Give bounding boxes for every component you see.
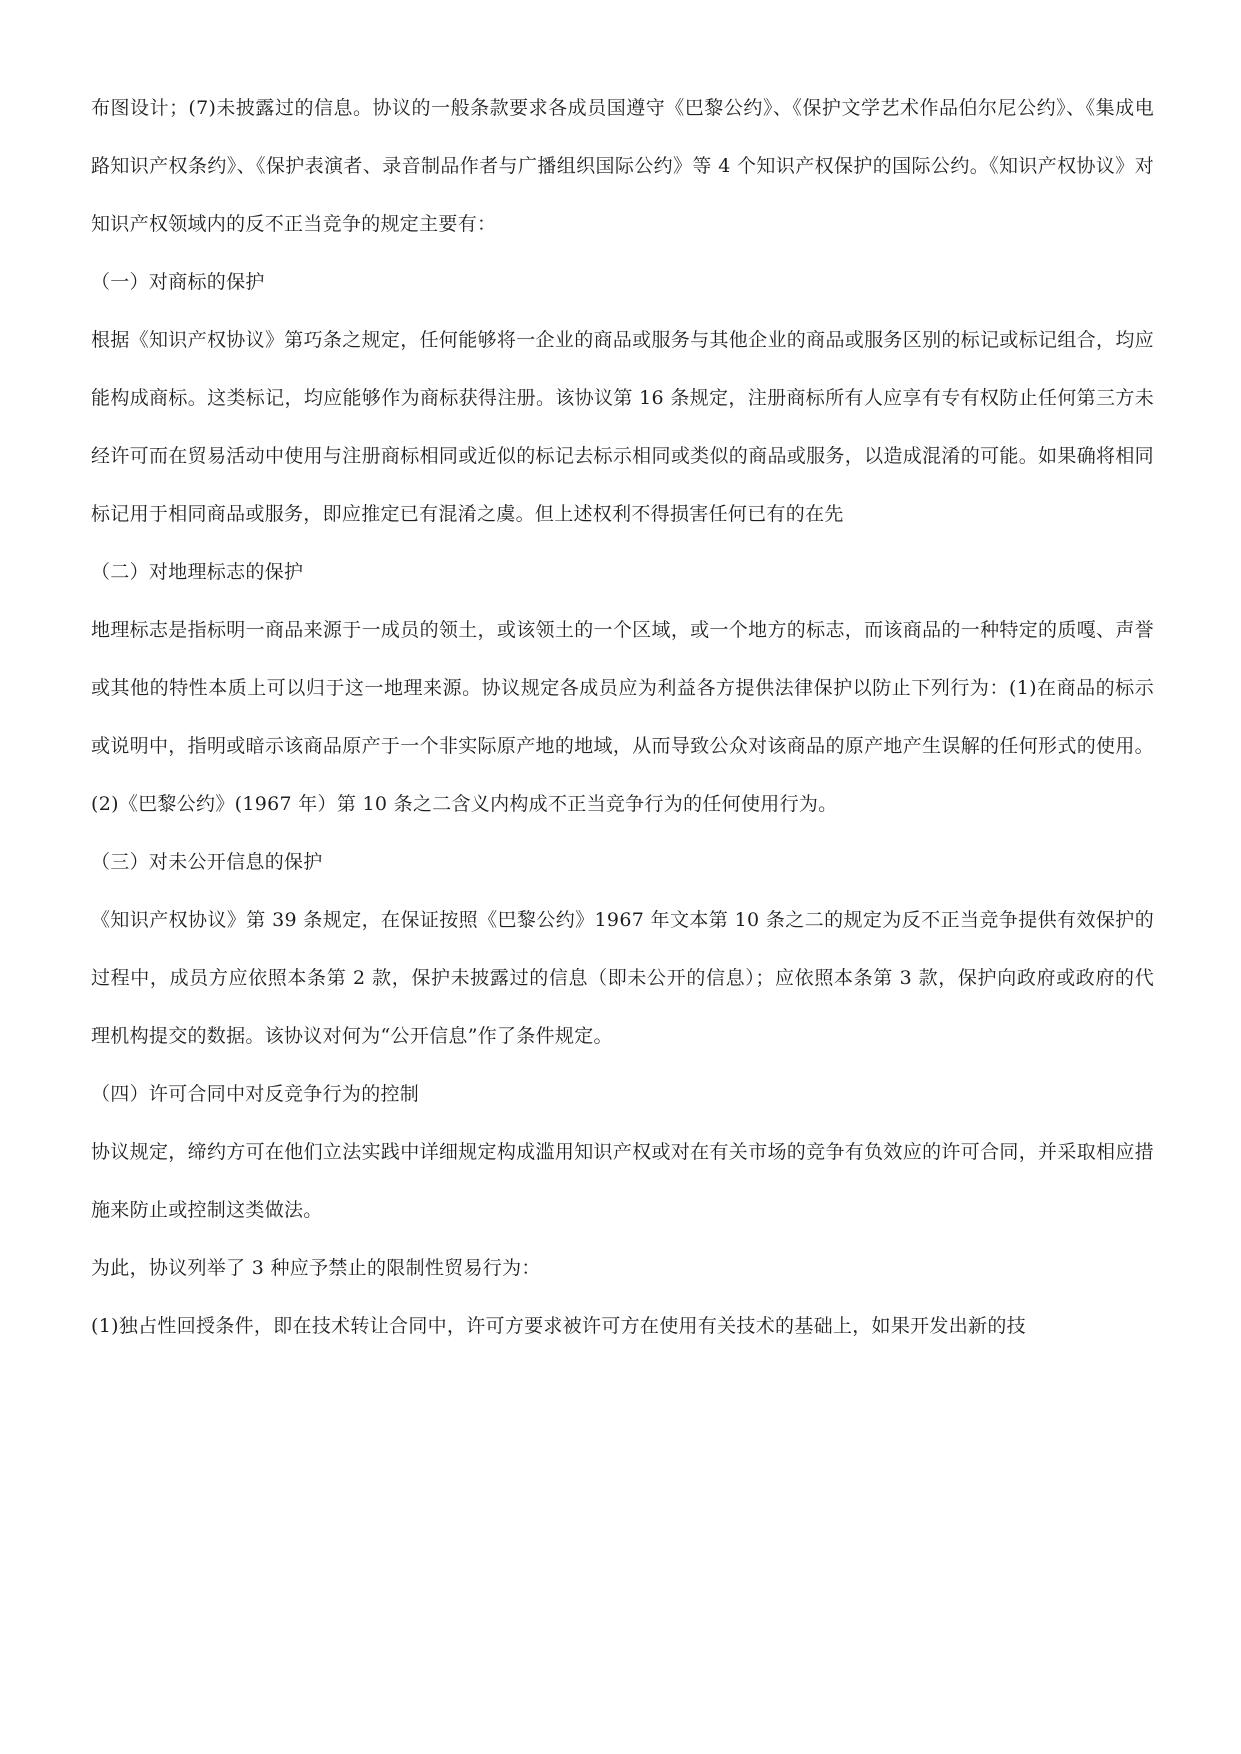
paragraph-undisclosed-information: 《知识产权协议》第 39 条规定，在保证按照《巴黎公约》1967 年文本第 10 条之二的规定为反不正当竞争提供有效保护的过程中，成员方应依照本条第 2 款，保护未披露过的信息（即未公开的信息）；应依照本条第 3 款，保护向政府或政府的代理机构提交的数据。该协议对何为“公开信息”作了条件规定。 (91, 909, 1154, 1047)
paragraph-license-contracts: 协议规定，缔约方可在他们立法实践中详细规定构成滥用知识产权或对在有关市场的竞争有负效应的许可合同，并采取相应措施来防止或控制这类做法。 (91, 1141, 1154, 1221)
section-heading-undisclosed-information: （三）对未公开信息的保护 (91, 851, 323, 873)
paragraph-geographical-indication: 地理标志是指标明一商品来源于一成员的领土，或该领土的一个区域，或一个地方的标志，而该商品的一种特定的质嘎、声誉或其他的特性本质上可以归于这一地理来源。协议规定各成员应为利益各方提供法律保护以防止下列行为：(1)在商品的标示或说明中，指明或暗示该商品原产于一个非实际原产地的地域，从而导致公众对该商品的原产地产生误解的任何形式的使用。(2)《巴黎公约》(1967 年）第 10 条之二含义内构成不正当竞争行为的任何使用行为。 (91, 619, 1154, 815)
paragraph-trademark: 根据《知识产权协议》第巧条之规定，任何能够将一企业的商品或服务与其他企业的商品或服务区别的标记或标记组合，均应能构成商标。这类标记，均应能够作为商标获得注册。该协议第 16 条规定，注册商标所有人应享有专有权防止任何第三方未经许可而在贸易活动中使用与注册商标相同或近似的标记去标示相同或类似的商品或服务，以造成混淆的可能。如果确将相同标记用于相同商品或服务，即应推定已有混淆之虞。但上述权利不得损害任何已有的在先 (91, 329, 1154, 525)
paragraph-restrictive-practices-intro: 为此，协议列举了 3 种应予禁止的限制性贸易行为： (91, 1257, 541, 1279)
paragraph-grant-back-condition: (1)独占性回授条件，即在技术转让合同中，许可方要求被许可方在使用有关技术的基础上，如果开发出新的技 (91, 1315, 1026, 1337)
section-heading-trademark: （一）对商标的保护 (91, 271, 265, 293)
section-heading-geographical-indication: （二）对地理标志的保护 (91, 561, 304, 583)
section-heading-license-contracts: （四）许可合同中对反竞争行为的控制 (91, 1083, 420, 1105)
paragraph-intro: 布图设计；(7)未披露过的信息。协议的一般条款要求各成员国遵守《巴黎公约》、《保护文学艺术作品伯尔尼公约》、《集成电路知识产权条约》、《保护表演者、录音制品作者与广播组织国际公约》等 4 个知识产权保护的国际公约。《知识产权协议》对知识产权领域内的反不正当竞争的规定主要有： (91, 97, 1154, 235)
document-body (91, 79, 1154, 1355)
